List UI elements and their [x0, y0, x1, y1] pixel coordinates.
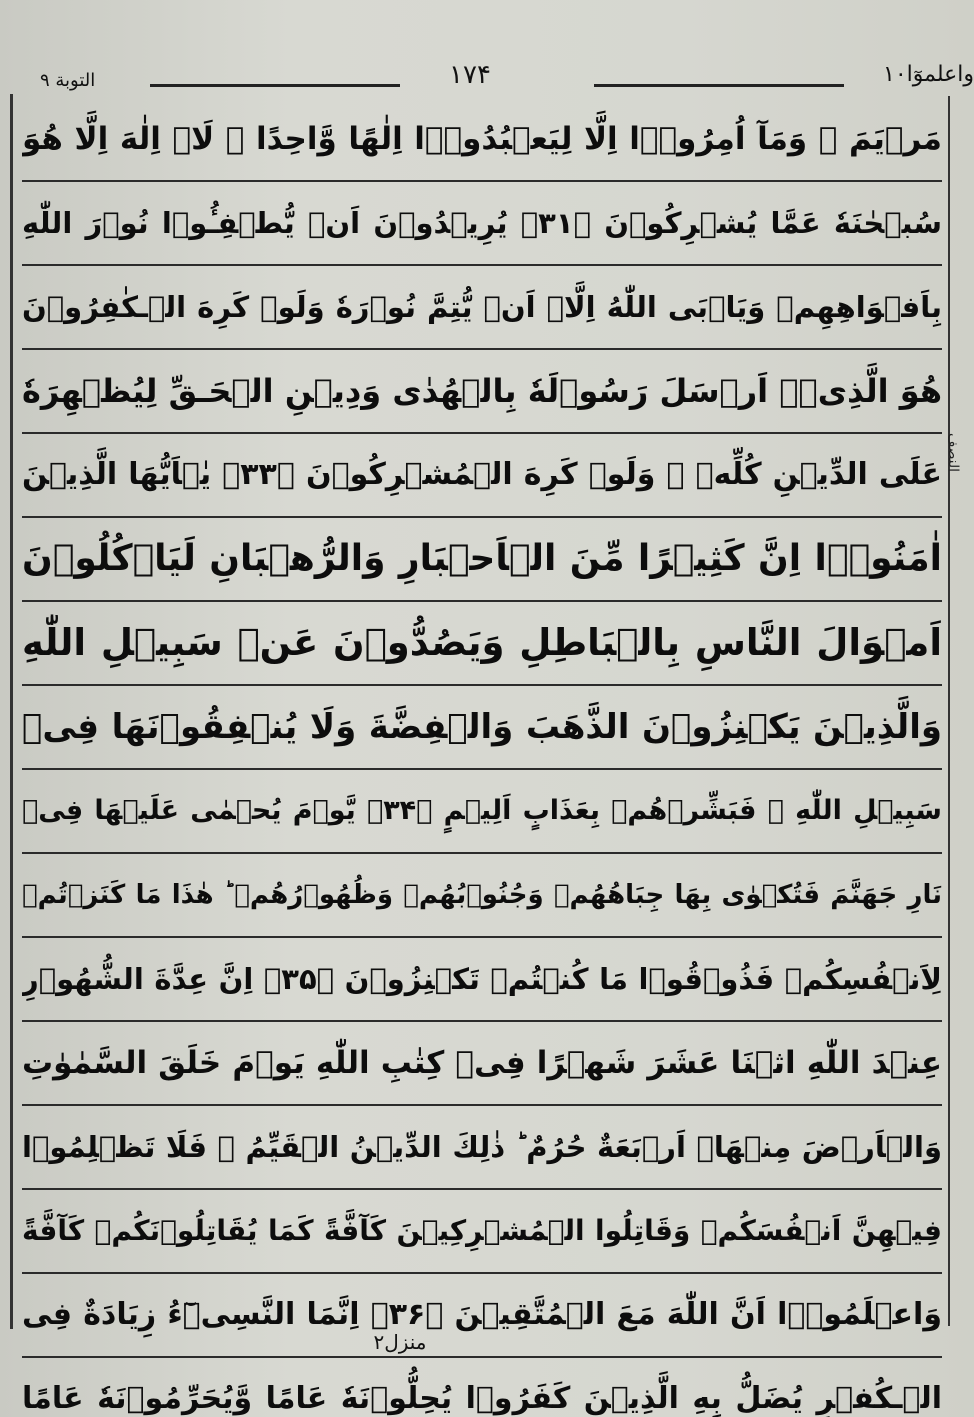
juz-title: واعلموٓا۱۰	[883, 62, 974, 87]
text-line: عِنۡدَ اللّٰهِ اثۡنَا عَشَرَ شَهۡرًا فِىۡ كِتٰبِ اللّٰهِ يَوۡمَ خَلَقَ السَّمٰوٰتِ	[22, 1022, 942, 1106]
text-line: وَالۡاَرۡضَ مِنۡهَاۤ اَرۡبَعَةٌ حُرُمٌ ؕ ذٰلِكَ الدِّيۡنُ الۡقَيِّمُ ۙ فَلَا تَظۡلِمُوۡا	[22, 1106, 942, 1190]
text-line: عَلَى الدِّيۡنِ كُلِّهٖ ۙ وَلَوۡ كَرِهَ الۡمُشۡرِكُوۡنَ ﴿۳۳﴾ يٰۤاَيُّهَا الَّذِيۡنَ	[22, 434, 942, 518]
manzil-footer: منزل۲	[373, 1330, 427, 1354]
text-line: لِاَنۡفُسِكُمۡ فَذُوۡقُوۡا مَا كُنۡتُمۡ تَكۡنِزُوۡنَ ﴿۳۵﴾ اِنَّ عِدَّةَ الشُّهُوۡرِ	[22, 938, 942, 1022]
text-line: مَرۡيَمَ ۚ وَمَآ اُمِرُوۡۤا اِلَّا لِيَعۡبُدُوۡۤا اِلٰهًا وَّاحِدًا ۚ لَاۤ اِلٰهَ اِلَّا هُوَ	[22, 98, 942, 182]
margin-marker: النصف	[945, 433, 961, 473]
header-rule-left	[150, 84, 400, 87]
left-margin-rule	[10, 94, 13, 1329]
text-line: سَبِيۡلِ اللّٰهِ ۙ فَبَشِّرۡهُمۡ بِعَذَابٍ اَلِيۡمٍ ﴿۳۴﴾ يَّوۡمَ يُحۡمٰى عَلَيۡهَا فِىۡ	[22, 770, 942, 854]
text-line: هُوَ الَّذِىۡۤ اَرۡسَلَ رَسُوۡلَهٗ بِالۡهُدٰى وَدِيۡنِ الۡحَـقِّ لِيُظۡهِرَهٗ	[22, 350, 942, 434]
text-line: بِاَفۡوَاهِهِمۡ وَيَاۡبَى اللّٰهُ اِلَّاۤ اَنۡ يُّتِمَّ نُوۡرَهٗ وَلَوۡ كَرِهَ الۡـكٰفِرُوۡنَ	[22, 266, 942, 350]
page-number: ۱۷۴	[449, 60, 491, 90]
surah-title: التوبة ۹	[40, 70, 96, 91]
page-header	[30, 60, 974, 100]
right-margin-rule	[948, 96, 950, 1326]
text-line: سُبۡحٰنَهٗ عَمَّا يُشۡرِكُوۡنَ ﴿۳۱﴾ يُرِيۡدُوۡنَ اَنۡ يُّطۡفِـُٔوۡا نُوۡرَ اللّٰهِ	[22, 182, 942, 266]
text-line: وَاعۡلَمُوۡۤا اَنَّ اللّٰهَ مَعَ الۡمُتَّقِيۡنَ ﴿۳۶﴾ اِنَّمَا النَّسِىۡٓءُ زِيَادَةٌ فِى	[22, 1274, 942, 1358]
header-rule-right	[594, 84, 844, 87]
text-line: اٰمَنُوۡۤا اِنَّ كَثِيۡرًا مِّنَ الۡاَحۡبَارِ وَالرُّهۡبَانِ لَيَاۡكُلُوۡنَ	[22, 518, 942, 602]
text-line: نَارِ جَهَنَّمَ فَتُكۡوٰى بِهَا جِبَاهُهُمۡ وَجُنُوۡبُهُمۡ وَظُهُوۡرُهُمۡ ؕ هٰذَا مَا كَنَزۡتُمۡ	[22, 854, 942, 938]
text-line: وَالَّذِيۡنَ يَكۡنِزُوۡنَ الذَّهَبَ وَالۡفِضَّةَ وَلَا يُنۡفِقُوۡنَهَا فِىۡ	[22, 686, 942, 770]
text-line: فِيۡهِنَّ اَنۡفُسَكُمۡ وَقَاتِلُوا الۡمُشۡرِكِيۡنَ كَآفَّةً كَمَا يُقَاتِلُوۡنَكُمۡ كَآفَّةً	[22, 1190, 942, 1274]
text-line: اَمۡوَالَ النَّاسِ بِالۡبَاطِلِ وَيَصُدُّوۡنَ عَنۡ سَبِيۡلِ اللّٰهِ	[22, 602, 942, 686]
text-line: الۡـكُفۡرِ يُضَلُّ بِهِ الَّذِيۡنَ كَفَرُوۡا يُحِلُّوۡنَهٗ عَامًا وَّيُحَرِّمُوۡنَهٗ عَامًا	[22, 1381, 942, 1416]
